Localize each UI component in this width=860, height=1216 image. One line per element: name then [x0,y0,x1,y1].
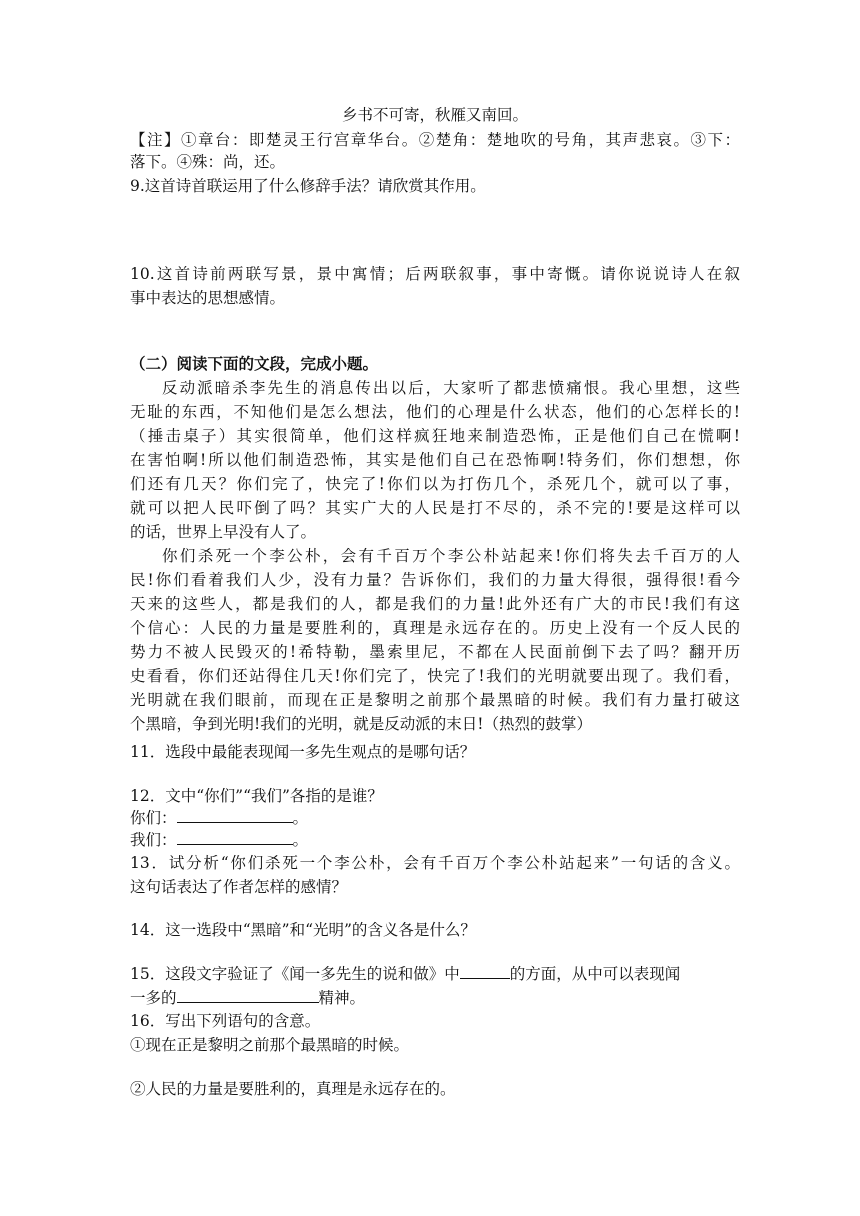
answer-blank-we[interactable] [177,829,293,845]
question-12: 12．文中“你们”“我们”各指的是谁？ [130,787,383,805]
passage-p1-line: 在害怕啊!所以他们制造恐怖，其实是他们自己在恐怖啊!特务们，你们想想，你 [130,451,740,469]
passage-p2-line: 个信心：人民的力量是要胜利的，真理是永远存在的。历史上没有一个反人民的 [130,619,740,637]
question-16: 16．写出下列语句的含意。 [130,1012,321,1030]
passage-p1-line: 们还有几天？你们完了，快完了!你们以为打伤几个，杀死几个，就可以了事， [130,475,740,493]
you-label: 你们： [130,809,177,827]
question-15-line-1 [130,962,680,986]
question-12-you-row [130,806,308,830]
passage-p1-line: 无耻的东西，不知他们是怎么想法，他们的心理是什么状态，他们的心怎样长的! [130,403,740,421]
question-13-line-1: 13．试分析“你们杀死一个李公朴，会有千百万个李公朴站起来”一句话的含义。 [130,854,740,872]
q15-text-c: 一多的 [130,989,177,1007]
note-line-2: 落下。④殊：尚，还。 [130,153,286,171]
question-14: 14．这一选段中“黑暗”和“光明”的含义各是什么？ [130,921,476,939]
passage-p2-line: 个黑暗，争到光明!我们的光明，就是反动派的末日!（热烈的鼓掌） [130,715,592,733]
question-13-line-2: 这句话表达了作者怎样的感情？ [130,878,348,896]
passage-p2-line: 光明就在我们眼前，而现在正是黎明之前那个最黑暗的时候。我们有力量打破这 [130,691,740,709]
q15-text-b: 的方面，从中可以表现闻 [509,965,681,983]
end-mark: 。 [292,809,309,827]
poem-last-line: 乡书不可寄，秋雁又南回。 [341,106,528,124]
passage-p2-line: 势力不被人民毁灭的!希特勒，墨索里尼，不都在人民面前倒下去了吗？翻开历 [130,643,740,661]
note-line-1: 【注】①章台：即楚灵王行宫章华台。②楚角：楚地吹的号角，其声悲哀。③下： [130,131,740,149]
question-10-line-1: 10.这首诗前两联写景，景中寓情；后两联叙事，事中寄慨。请你说说诗人在叙 [130,265,740,283]
answer-blank-q15-a[interactable] [460,963,510,979]
question-16-item-2: ②人民的力量是要胜利的，真理是永远存在的。 [130,1080,456,1098]
question-10-line-2: 事中表达的思想感情。 [130,289,286,307]
answer-blank-you[interactable] [177,807,293,823]
q15-text-d: 精神。 [318,989,366,1007]
we-label: 我们： [130,831,177,849]
passage-p1-line: 的话，世界上早没有人了。 [130,523,317,541]
passage-p1-line: 反动派暗杀李先生的消息传出以后，大家听了都悲愤痛恨。我心里想，这些 [162,379,740,397]
question-12-we-row [130,828,308,852]
passage-p2-line: 天来的这些人，都是我们的人，都是我们的力量!此外还有广大的市民!我们有这 [130,595,740,613]
question-16-item-1: ①现在正是黎明之前那个最黑暗的时候。 [130,1036,410,1054]
question-15-line-2 [130,986,365,1010]
passage-p2-line: 史看看，你们还站得住几天!你们完了，快完了!我们的光明就要出现了。我们看， [130,667,740,685]
q15-text-a: 15．这段文字验证了《闻一多先生的说和做》中 [130,965,460,983]
section-2-heading: （二）阅读下面的文段，完成小题。 [130,354,379,373]
passage-p1-line: （捶击桌子）其实很简单，他们这样疯狂地来制造恐怖，正是他们自己在慌啊! [130,427,740,445]
passage-p1-line: 就可以把人民吓倒了吗？其实广大的人民是打不尽的，杀不完的!要是这样可以 [130,499,740,517]
question-9: 9.这首诗首联运用了什么修辞手法？请欣赏其作用。 [130,177,486,195]
passage-p2-line: 你们杀死一个李公朴，会有千百万个李公朴站起来!你们将失去千百万的人 [162,547,740,565]
end-mark: 。 [292,831,309,849]
question-11: 11．选段中最能表现闻一多先生观点的是哪句话？ [130,743,476,761]
passage-p2-line: 民!你们看着我们人少，没有力量？告诉你们，我们的力量大得很，强得很!看今 [130,571,740,589]
answer-blank-q15-b[interactable] [177,987,319,1003]
